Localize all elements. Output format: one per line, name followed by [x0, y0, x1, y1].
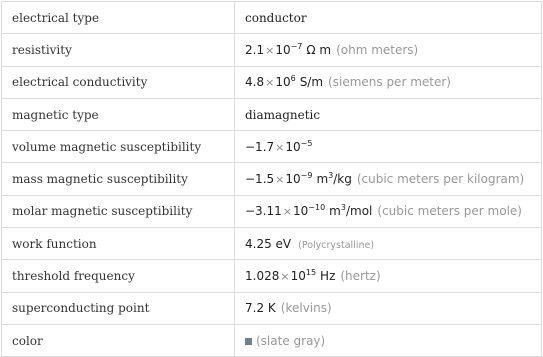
value-exponent: −5: [300, 138, 313, 148]
row-label: electrical type: [2, 2, 235, 34]
unit-note: (siemens per meter): [328, 75, 451, 90]
row-value: [235, 2, 542, 34]
row-label: electrical conductivity: [2, 66, 235, 98]
table-row: [2, 292, 542, 324]
value-mantissa: 4.8: [245, 75, 265, 90]
row-label: mass magnetic susceptibility: [2, 163, 235, 195]
color-name-note: (slate gray): [256, 333, 326, 348]
value-text: 7.2 K: [245, 301, 276, 316]
times-sign: ×: [265, 76, 275, 90]
row-value: [235, 292, 542, 324]
color-swatch: [245, 338, 252, 345]
value-unit: S/m: [299, 75, 324, 90]
unit-exponent: 3: [340, 203, 346, 213]
value-exponent: −10: [308, 203, 326, 213]
value-mantissa: 2.1: [245, 42, 265, 57]
row-value: [235, 131, 542, 163]
times-sign: ×: [275, 140, 285, 154]
value-exponent: −9: [300, 171, 313, 181]
row-label: threshold frequency: [2, 260, 235, 292]
table-row: [2, 131, 542, 163]
table-row: [2, 34, 542, 66]
table-row: [2, 2, 542, 34]
table-row: [2, 195, 542, 227]
row-label: work function: [2, 228, 235, 260]
row-label: resistivity: [2, 34, 235, 66]
row-value: [235, 260, 542, 292]
table-row: [2, 260, 542, 292]
row-value: [235, 34, 542, 66]
properties-table: [1, 1, 542, 357]
unit-tail: /kg: [333, 172, 352, 187]
row-value: [235, 66, 542, 98]
row-label: volume magnetic susceptibility: [2, 131, 235, 163]
value-base: 10: [275, 75, 291, 90]
row-value: [235, 195, 542, 227]
table-row: [2, 228, 542, 260]
value-mantissa: −3.11: [245, 204, 282, 219]
times-sign: ×: [282, 205, 292, 219]
unit-note: (ohm meters): [336, 42, 419, 57]
value-unit: Ω m: [306, 42, 332, 57]
row-value: [235, 228, 542, 260]
times-sign: ×: [275, 173, 285, 187]
value-mantissa: −1.7: [245, 139, 275, 154]
row-value: [235, 163, 542, 195]
value-text: diamagnetic: [245, 107, 321, 122]
row-label: color: [2, 324, 235, 356]
times-sign: ×: [280, 270, 290, 284]
row-label: magnetic type: [2, 98, 235, 130]
unit-note: (kelvins): [280, 301, 332, 316]
value-base: 10: [293, 204, 309, 219]
table-row: [2, 66, 542, 98]
unit-note: (cubic meters per mole): [377, 204, 522, 219]
value-text: 4.25 eV: [245, 236, 292, 251]
value-exponent: 6: [290, 74, 296, 84]
unit-note: (cubic meters per kilogram): [356, 172, 525, 187]
value-base: 10: [290, 269, 306, 284]
value-exponent: −7: [290, 41, 303, 51]
value-unit: m: [316, 172, 329, 187]
value-base: 10: [285, 139, 301, 154]
row-label: molar magnetic susceptibility: [2, 195, 235, 227]
table-row: [2, 163, 542, 195]
value-unit: Hz: [320, 269, 336, 284]
unit-tail: /mol: [345, 204, 373, 219]
unit-note: (hertz): [340, 269, 381, 284]
table-row: [2, 324, 542, 356]
value-mantissa: 1.028: [245, 269, 280, 284]
value-exponent: 15: [305, 268, 317, 278]
times-sign: ×: [265, 43, 275, 57]
value-base: 10: [275, 42, 291, 57]
row-label: superconducting point: [2, 292, 235, 324]
value-base: 10: [285, 172, 301, 187]
value-text: conductor: [245, 10, 307, 25]
value-unit: m: [329, 204, 341, 219]
row-value: [235, 324, 542, 356]
value-mantissa: −1.5: [245, 172, 275, 187]
unit-note: (Polycrystalline): [298, 239, 375, 251]
unit-exponent: 3: [328, 171, 334, 181]
row-value: [235, 98, 542, 130]
table-row: [2, 98, 542, 130]
